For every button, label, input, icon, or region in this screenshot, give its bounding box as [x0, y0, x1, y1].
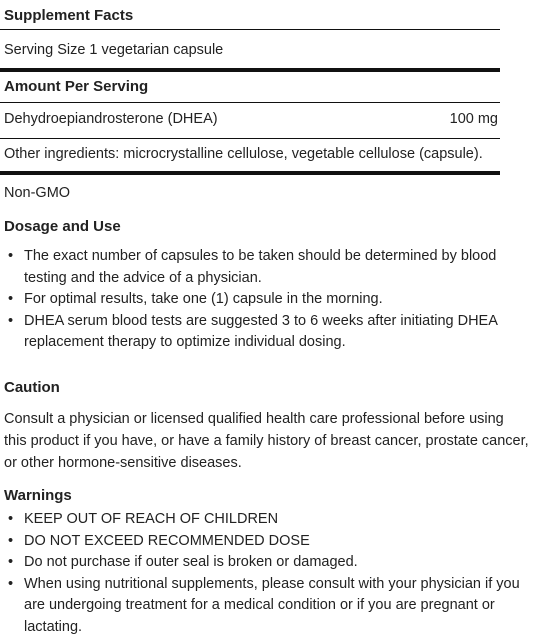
caution-heading: Caution [4, 379, 60, 396]
serving-size: Serving Size 1 vegetarian capsule [4, 42, 224, 58]
list-item [0, 311, 529, 354]
bullet-icon: • [8, 575, 14, 592]
caution-text: Consult a physician or licensed qualified health care professional before using this product if you have, or have a family history of breast cancer, prostate cancer, or other hormone-sensitive diseases. [4, 411, 529, 471]
bullet-icon: • [8, 248, 14, 264]
bullet-icon: • [8, 554, 14, 570]
bullet-icon: • [8, 532, 14, 549]
warnings-heading: Warnings [4, 487, 72, 504]
list-item-text: When using nutritional supplements, please consult with your physician if you are undergoing treatment for a medical condition or if you are pregnant or lactating. [24, 575, 520, 635]
non-gmo-label: Non-GMO [4, 185, 71, 201]
divider [0, 138, 500, 139]
amount-per-serving-header: Amount Per Serving [4, 78, 149, 95]
list-item-text: DHEA serum blood tests are suggested 3 to 6 weeks after initiating DHEA replacement therapy to optimize individual dosing. [24, 312, 498, 350]
list-item-text: KEEP OUT OF REACH OF CHILDREN [24, 511, 279, 527]
dosage-heading: Dosage and Use [4, 218, 121, 235]
warnings-list [0, 509, 536, 638]
bullet-icon: • [8, 511, 14, 527]
divider [0, 102, 500, 103]
list-item-text: For optimal results, take one (1) capsule in the morning. [24, 291, 383, 307]
list-item [0, 246, 529, 289]
list-item [0, 289, 529, 311]
ingredient-amount: 100 mg [449, 111, 498, 127]
dosage-list [0, 246, 536, 354]
divider [0, 29, 500, 30]
supplement-facts-title: Supplement Facts [4, 7, 134, 24]
bullet-icon: • [8, 312, 14, 329]
list-item [0, 509, 529, 531]
bullet-icon: • [8, 291, 14, 307]
list-item-text: Do not purchase if outer seal is broken or damaged. [24, 554, 358, 570]
other-ingredients: Other ingredients: microcrystalline cellulose, vegetable cellulose (capsule). [4, 146, 483, 162]
thick-divider [0, 171, 500, 175]
list-item [0, 531, 529, 553]
list-item-text: The exact number of capsules to be taken should be determined by blood testing and the advice of a physician. [24, 248, 497, 286]
list-item [0, 574, 529, 639]
list-item [0, 552, 529, 574]
ingredient-name: Dehydroepiandrosterone (DHEA) [4, 111, 218, 127]
thick-divider [0, 68, 500, 72]
list-item-text: DO NOT EXCEED RECOMMENDED DOSE [24, 532, 310, 549]
